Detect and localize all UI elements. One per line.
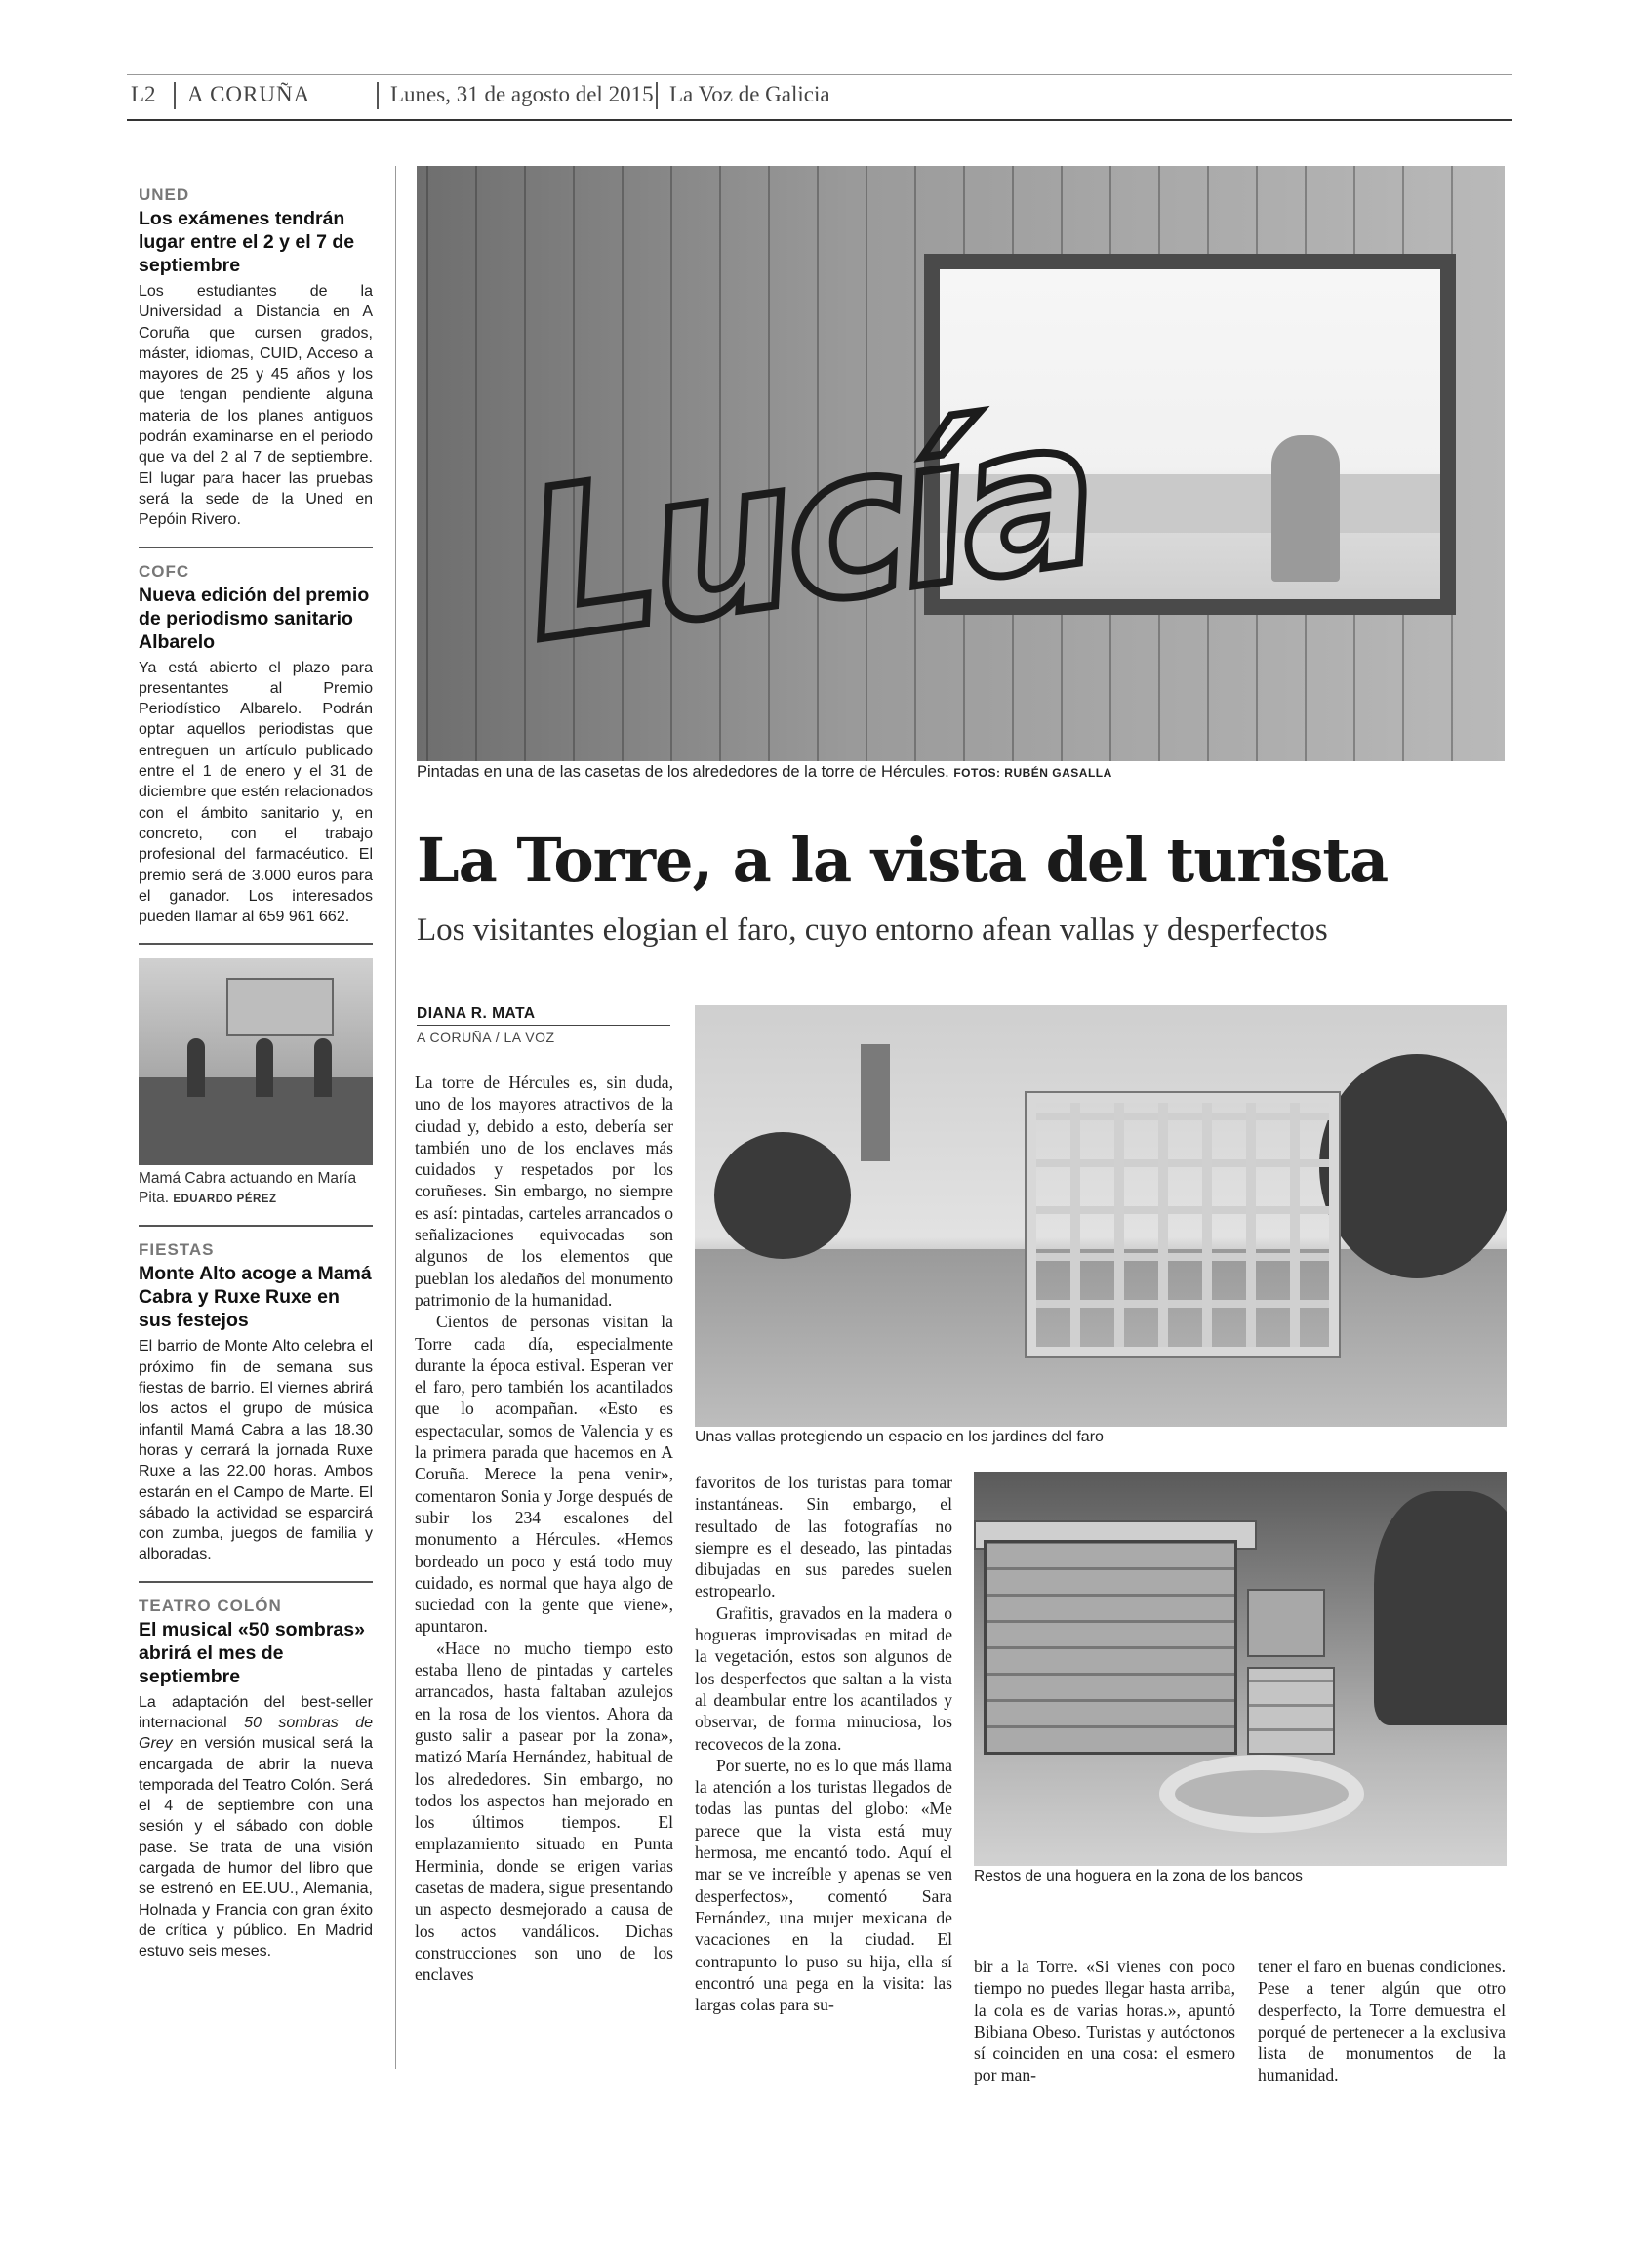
brief-title: Nueva edición del premio de periodismo sanitario Albarelo (139, 584, 370, 653)
performer (256, 1038, 273, 1097)
main-photo-caption (417, 763, 1505, 782)
brief-fiestas (139, 1240, 373, 1564)
tower-of-hercules (861, 1044, 890, 1161)
article-subheadline: Los visitantes elogian el faro, cuyo entorno afean vallas y desperfectos (417, 912, 1328, 948)
photo-caption (139, 1169, 373, 1209)
brief-separator (139, 547, 373, 548)
brief-separator (139, 943, 373, 945)
article-paragraph: bir a la Torre. «Si vienes con poco tiempo no puedes llegar hasta arriba, la cola es de varias horas.», apuntó Bibiana Obeso. Turistas y autóctonos sí coinciden en una cosa: el esmero por man- (974, 1957, 1235, 2085)
header-rule (127, 119, 1512, 121)
header-separator (377, 82, 379, 109)
wooden-box (1247, 1667, 1335, 1755)
photo-fences-garden (695, 1005, 1507, 1427)
page-number: L2 (131, 82, 156, 106)
caption-text: Pintadas en una de las casetas de los alrededores de la torre de Hércules. (417, 763, 949, 781)
photo2-caption: Unas vallas protegiendo un espacio en los jardines del faro (695, 1429, 1104, 1445)
newspaper-name: La Voz de Galicia (669, 82, 830, 106)
article-paragraph: «Hace no mucho tiempo esto estaba lleno de pintadas y carteles arrancados, hasta faltaban azulejos en la rosa de los vientos. Ahora da gusto salir a pasear por la zona», matizó María Hernández, habitual de los alrededores. Sin embargo, no todos los aspectos han mejorado en los últimos tiempos. El emplazamiento situado en Punta Herminia, donde se erigen varias casetas de madera, sigue presentando un aspecto desmejorado a causa de los actos vandálicos. Dichas construcciones son uno de los enclaves (415, 1638, 673, 1985)
brief-text-part: en versión musical será la encargada de abrir la nueva temporada del Teatro Colón. Será el 4 de septiembre con una sesión y el sábado con doble pase. Se trata de una visión cargada de humor del libro que se estrenó en EE.UU., Alemania, Holnada y Francia con gran éxito de crítica y público. En Madrid estuvo seis meses. (139, 1735, 373, 1961)
brief-title: El musical «50 sombras» abrirá el mes de septiembre (139, 1618, 365, 1687)
sidebar-divider (395, 166, 396, 2069)
article-paragraph: Cientos de personas visitan la Torre cada día, especialmente durante la época estival. Esperan ver el faro, pero también los acantilados que lo acompañan. «Esto es espectacular, somos de Valencia y es la primera parada que hacemos en A Coruña. Merece la pena venir», comentaron Sonia y Jorge después de subir los 234 escalones del monumento a Hércules. «Hemos bordeado un poco y está todo muy cuidado, es normal que haya algo de suciedad con la gente que viene», apuntaron. (415, 1312, 673, 1637)
photo-credit: FOTOS: RUBÉN GASALLA (953, 766, 1112, 780)
byline (417, 1005, 670, 1045)
tourists-silhouette (1271, 435, 1340, 582)
header-separator (656, 82, 658, 109)
wood-plank-line (475, 166, 477, 761)
brief-text (139, 1692, 373, 1963)
brief-text-part: La adaptación del best-seller internacional (139, 1693, 373, 1731)
wood-plank-line (426, 166, 428, 761)
section-name: A CORUÑA (187, 82, 311, 106)
brief-kicker: COFC (139, 561, 190, 581)
author-name: DIANA R. MATA (417, 1005, 670, 1026)
brief-kicker: FIESTAS (139, 1240, 215, 1260)
performer (187, 1038, 205, 1097)
brief-text: Ya está abierto el plazo para presentantes al Premio Periodístico Albarelo. Podrán optar aquellos periodistas que entreguen un artículo publicado entre el 1 de enero y el 31 de diciembre que estén relacionados con el ámbito sanitario y, en concreto, con el trabajo profesional del farmacéutico. El premio será de 3.000 euros para el ganador. Los interesados pueden llamar al 659 961 662. (139, 659, 373, 926)
brief-text: El barrio de Monte Alto celebra el próximo fin de semana sus fiestas de barrio. El viernes abrirá los actos el grupo de música infantil Mamá Cabra a las 18.30 horas y cerrará la jornada Ruxe Ruxe a las 22.00 horas. Ambos estarán en el Campo de Marte. El sábado la actividad se esparcirá con zumba, juegos de familia y alboradas. (139, 1338, 373, 1563)
brief-cofc (139, 562, 373, 928)
article-column-1 (415, 1072, 673, 1985)
book-title: 50 sombras de Grey (139, 1714, 373, 1753)
brief-separator (139, 1225, 373, 1227)
header-top-rule (127, 74, 1512, 75)
header-separator (174, 82, 176, 109)
caption-text: Mamá Cabra actuando en María Pita. (139, 1170, 357, 1207)
dateline: A CORUÑA / LA VOZ (417, 1030, 555, 1045)
graffiti-text: Lucía (509, 371, 1106, 688)
brief-teatro (139, 1597, 373, 1963)
brief-text: Los estudiantes de la Universidad a Distancia en A Coruña que cursen grados, máster, idiomas, CUID, Acceso a mayores de 25 y 45 años y los que tengan pendiente alguna materia de los planes antiguos podrán examinarse en el periodo que va del 2 al 7 de septiembre. El lugar para hacer las pruebas será la sede de la Uned en Pepóin Rivero. (139, 283, 373, 529)
article-column-3 (974, 1956, 1235, 2086)
photo-credit: EDUARDO PÉREZ (173, 1194, 277, 1206)
photo3-caption: Restos de una hoguera en la zona de los bancos (974, 1868, 1303, 1884)
metal-fences (1027, 1093, 1339, 1356)
brief-title: Monte Alto acoge a Mamá Cabra y Ruxe Ruxe en sus festejos (139, 1263, 372, 1332)
tree (1319, 1054, 1507, 1278)
bush (1374, 1491, 1507, 1725)
performer (314, 1038, 332, 1097)
brief-photo (139, 958, 373, 1209)
article-column-2 (695, 1472, 952, 2015)
article-paragraph: favoritos de los turistas para tomar instantáneas. Sin embargo, el resultado de las fotografías no siempre es el deseado, las pintadas dibujadas en sus paredes suelen estropearlo. (695, 1473, 952, 1601)
stone-fire-ring (1159, 1755, 1364, 1833)
tree (714, 1132, 851, 1259)
news-briefs-sidebar (139, 185, 373, 1963)
article-headline: La Torre, a la vista del turista (417, 825, 1389, 896)
mama-cabra-photo (139, 958, 373, 1165)
article-paragraph: Grafitis, gravados en la madera o hogueras improvisadas en mitad de la vegetación, estos son algunos de los desperfectos que saltan a la vista al deambular entre los acantilados y observar, de forma minuciosa, los recovecos de la zona. (695, 1602, 952, 1754)
brief-title: Los exámenes tendrán lugar entre el 2 y el 7 de septiembre (139, 208, 355, 276)
brief-kicker: UNED (139, 185, 190, 204)
brief-uned (139, 185, 373, 531)
wooden-shed (984, 1540, 1237, 1755)
article-paragraph: tener el faro en buenas condiciones. Pese a tener algún que otro desperfecto, la Torre demuestra el porqué de pertenecer a la exclusiva lista de monumentos de la humanidad. (1258, 1957, 1506, 2085)
article-paragraph: Por suerte, no es lo que más llama la atención a los turistas llegados de todas las puntas del globo: «Me parece que la vista está muy hermosa, me encantó todo. Aquí el mar se ve increíble y apenas se ven desperfectos», comentó Sara Fernández, una mujer mexicana de vacaciones en la ciudad. El contrapunto lo puso su hija, ella sí encontró una pega en la visita: las largas colas para su- (695, 1755, 952, 2015)
brief-separator (139, 1581, 373, 1583)
wooden-box (1247, 1589, 1325, 1657)
issue-date: Lunes, 31 de agosto del 2015 (390, 82, 654, 106)
main-photo-graffiti-hut (417, 166, 1505, 761)
stage-banner (226, 978, 334, 1036)
article-column-4 (1258, 1956, 1506, 2086)
brief-kicker: TEATRO COLÓN (139, 1596, 282, 1615)
page-header (127, 78, 1512, 117)
photo-bonfire-remains (974, 1472, 1507, 1866)
article-paragraph: La torre de Hércules es, sin duda, uno de los mayores atractivos de la ciudad y, debido a esto, debería ser también uno de los enclaves más cuidados y respetados por los coruñeses. Sin embargo, no siempre es así: pintadas, carteles arrancados o señalizaciones equivocadas son algunos de los elementos que pueblan los aledaños del monumento patrimonio de la humanidad. (415, 1073, 673, 1310)
